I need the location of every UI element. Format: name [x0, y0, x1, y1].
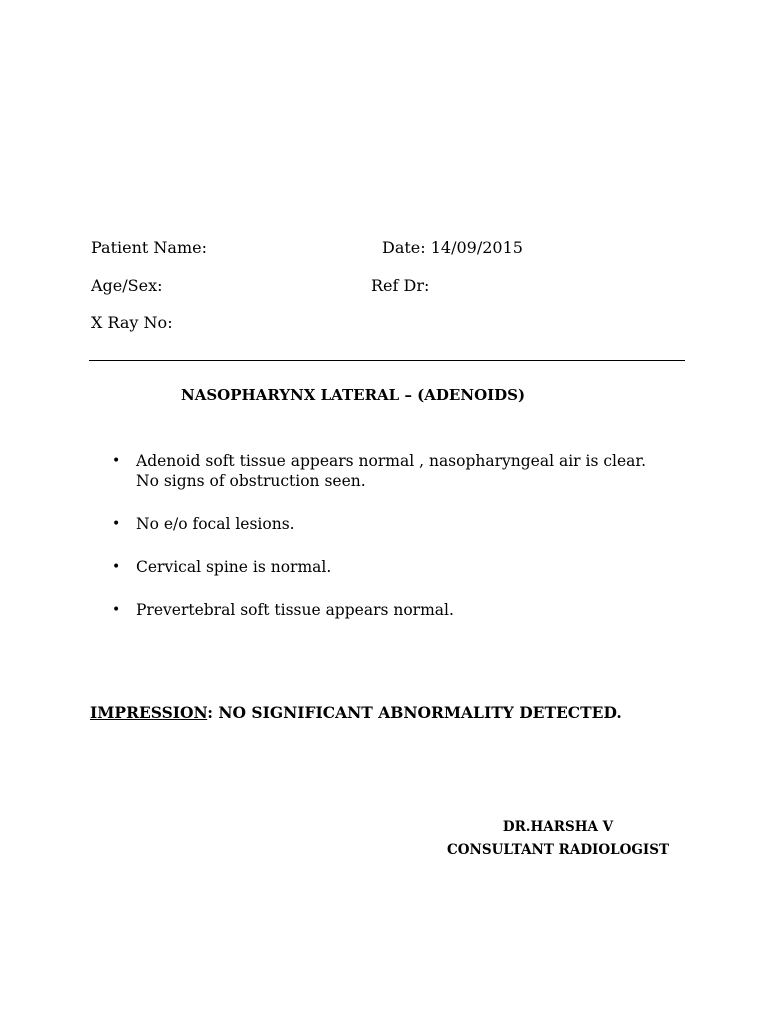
doctor-name: DR.HARSHA V	[502, 819, 614, 835]
bullet-icon: •	[112, 559, 121, 575]
doctor-designation: CONSULTANT RADIOLOGIST	[447, 842, 669, 858]
finding-text: No e/o focal lesions.	[136, 515, 295, 533]
impression-colon: :	[207, 703, 213, 722]
findings-list	[90, 451, 690, 620]
age-sex-label: Age/Sex:	[91, 276, 163, 295]
bullet-icon: •	[112, 453, 121, 469]
finding-item	[90, 557, 690, 577]
impression	[90, 702, 622, 724]
finding-text: Adenoid soft tissue appears normal , nasopharyngeal air is clear.	[136, 452, 647, 470]
bullet-icon: •	[112, 602, 121, 618]
impression-text: NO SIGNIFICANT ABNORMALITY DETECTED.	[212, 703, 622, 722]
finding-text-continued: No signs of obstruction seen.	[136, 472, 366, 490]
signature-block	[444, 816, 672, 862]
bullet-icon: •	[112, 516, 121, 532]
patient-name-label: Patient Name:	[91, 238, 207, 257]
finding-text: Prevertebral soft tissue appears normal.	[136, 601, 454, 619]
impression-label: IMPRESSION	[90, 703, 208, 722]
xray-no-label: X Ray No:	[91, 313, 173, 332]
report-title: NASOPHARYNX LATERAL – (ADENOIDS)	[181, 386, 526, 404]
finding-text: Cervical spine is normal.	[136, 558, 332, 576]
report-date: Date: 14/09/2015	[382, 238, 523, 257]
finding-item	[90, 600, 690, 620]
finding-item	[90, 514, 690, 534]
ref-dr-label: Ref Dr:	[371, 276, 430, 295]
header-divider	[89, 360, 685, 361]
finding-item	[90, 451, 690, 491]
